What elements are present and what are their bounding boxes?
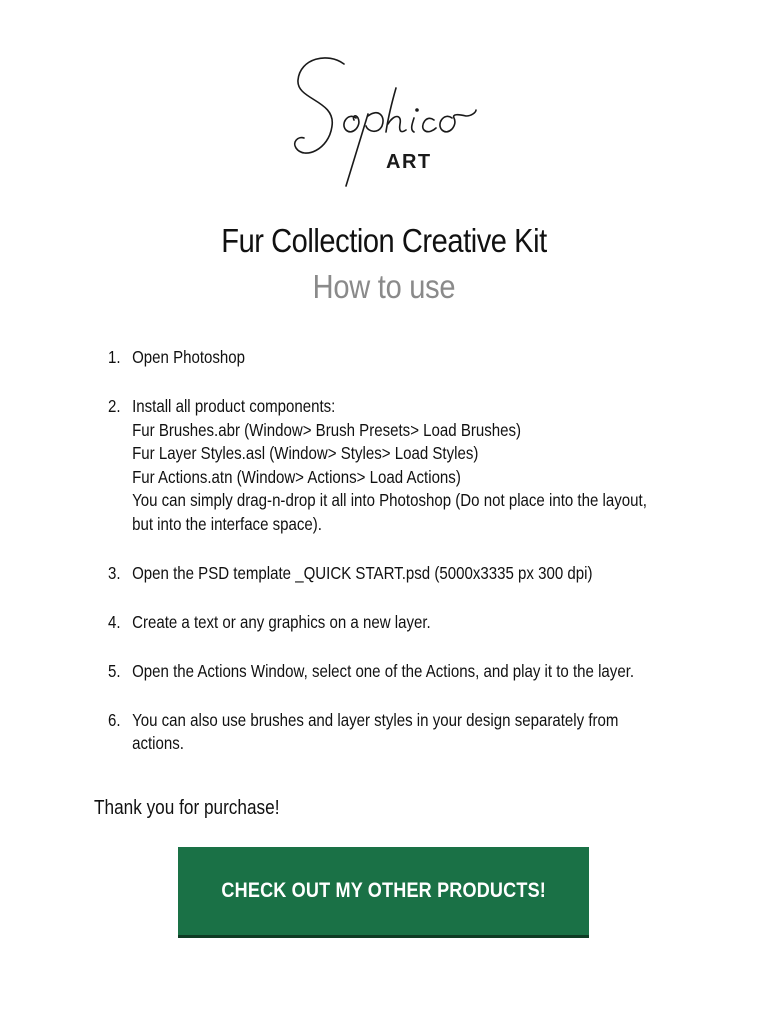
step-number: 4.: [108, 611, 121, 632]
step-text: [132, 660, 634, 684]
list-item: [108, 709, 710, 756]
check-out-products-button[interactable]: [178, 847, 589, 938]
step-line: Create a text or any graphics on a new layer.: [132, 611, 431, 632]
step-line: Fur Layer Styles.asl (Window> Styles> Load Styles): [132, 443, 479, 463]
step-line: Open the PSD template _QUICK START.psd (5000x3335 px 300 dpi): [132, 562, 593, 583]
step-line: Fur Actions.atn (Window> Actions> Load Actions): [132, 466, 461, 487]
step-line: You can also use brushes and layer styles in your design separately from: [132, 709, 619, 730]
list-item: [108, 395, 710, 536]
brand-logo: [286, 50, 482, 190]
step-text: [132, 709, 618, 756]
step-line: Open Photoshop: [132, 347, 246, 367]
page-title: Fur Collection Creative Kit: [221, 222, 547, 259]
step-text: [132, 562, 592, 586]
step-line: Install all product components:: [132, 396, 336, 416]
step-number: 2.: [108, 396, 121, 416]
instruction-list: [108, 346, 708, 781]
step-text: [132, 346, 245, 370]
step-number: 6.: [108, 709, 121, 730]
step-line: You can simply drag-n-drop it all into Photoshop (Do not place into the layout,: [132, 490, 647, 510]
sophico-art-logo-graphic: [286, 50, 482, 190]
page-subtitle: How to use: [312, 268, 456, 305]
step-line: Fur Brushes.abr (Window> Brush Presets> Load Brushes): [132, 419, 522, 440]
logo-art-text: ART: [386, 151, 432, 173]
step-number: 1.: [108, 347, 121, 367]
step-line: actions.: [132, 733, 184, 753]
step-number: 3.: [108, 562, 121, 583]
step-number: 5.: [108, 660, 121, 681]
step-line: but into the interface space).: [132, 513, 322, 534]
list-item: [108, 346, 710, 370]
step-text: [132, 395, 647, 536]
list-item: [108, 611, 710, 635]
list-item: [108, 562, 710, 586]
step-text: [132, 611, 431, 635]
step-line: Open the Actions Window, select one of the Actions, and play it to the layer.: [132, 660, 635, 681]
thank-you-message: Thank you for purchase!: [94, 797, 280, 819]
cta-label: CHECK OUT MY OTHER PRODUCTS!: [221, 879, 546, 902]
list-item: [108, 660, 710, 684]
